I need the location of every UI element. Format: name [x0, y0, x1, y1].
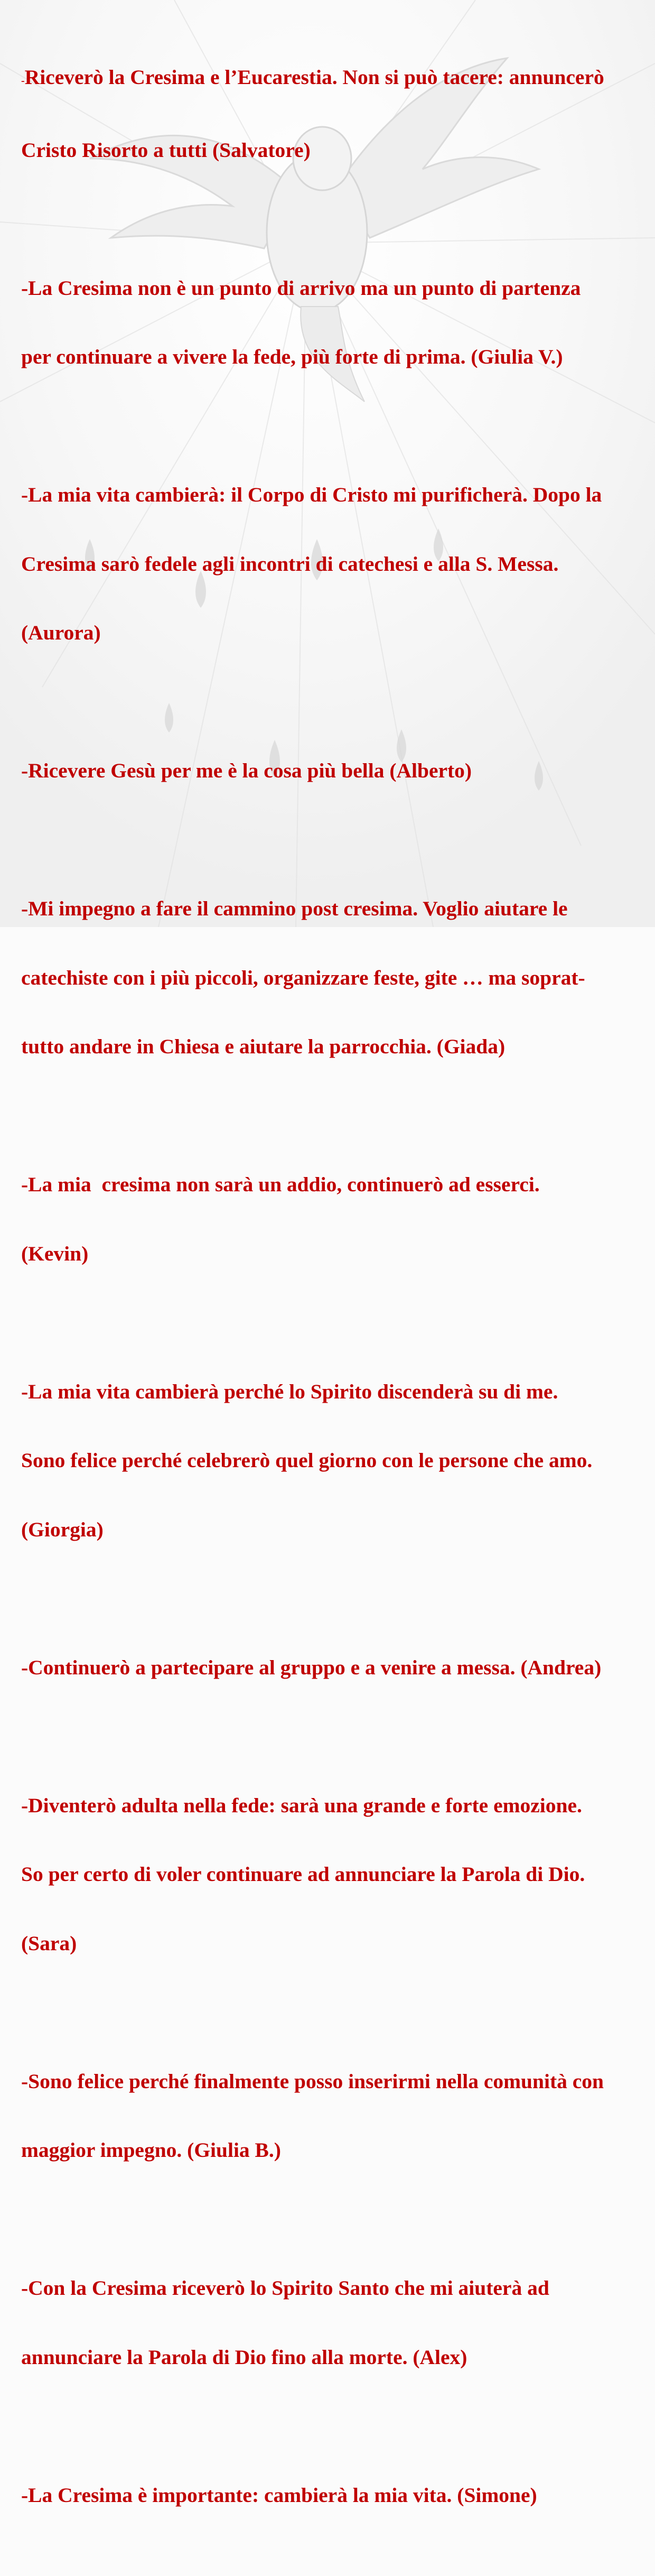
- testimony-line: (Kevin): [21, 1241, 89, 1265]
- testimony-line: tutto andare in Chiesa e aiutare la parrocchia. (Giada): [21, 1035, 506, 1058]
- testimony-line: per continuare a vivere la fede, più forte di prima. (Giulia V.): [21, 345, 563, 368]
- testimony-entry: [21, 1335, 639, 1588]
- testimony-text: Riceverò la Cresima e l’Eucarestia. Non si può tacere: annuncerò: [24, 66, 604, 89]
- testimony-line: Cresima sarò fedele agli incontri di catechesi e alla S. Messa.: [21, 552, 559, 576]
- testimony-line: -Ricevere Gesù per me è la cosa più bella (Alberto): [21, 759, 472, 782]
- testimony-line: (Aurora): [21, 621, 101, 644]
- testimony-line: So per certo di voler continuare ad annunciare la Parola di Dio.: [21, 1862, 585, 1886]
- testimony-line: -La mia vita cambierà: il Corpo di Cristo mi purificherà. Dopo la: [21, 483, 602, 506]
- testimony-line: -La mia cresima non sarà un addio, continuerò ad esserci.: [21, 1173, 540, 1196]
- testimony-entry: [21, 714, 639, 829]
- testimony-line: -La Cresima è importante: cambierà la mia vita. (Simone): [21, 2483, 537, 2507]
- testimony-entry: [21, 1127, 639, 1311]
- testimony-entry: [21, 231, 639, 415]
- testimony-entry: [21, 1748, 639, 2002]
- testimony-entry: [21, 2438, 639, 2553]
- testimony-entry: [21, 2231, 639, 2415]
- testimony-line: Sono felice perché celebrerò quel giorno con le persone che amo.: [21, 1449, 593, 1472]
- testimony-entry: [21, 2024, 639, 2208]
- testimony-line: -Mi impegno a fare il cammino post cresima. Voglio aiutare le: [21, 897, 568, 920]
- entry-dash: -: [21, 75, 25, 87]
- testimony-entry: [21, 20, 639, 208]
- testimony-line: -Continuerò a partecipare al gruppo e a venire a messa. (Andrea): [21, 1655, 602, 1679]
- testimony-entry: [21, 1610, 639, 1726]
- testimony-line: (Sara): [21, 1931, 77, 1955]
- testimony-line: annunciare la Parola di Dio fino alla morte. (Alex): [21, 2345, 467, 2369]
- testimony-line: Cristo Risorto a tutti (Salvatore): [21, 138, 311, 162]
- testimony-line: catechiste con i più piccoli, organizzare feste, gite … ma soprat-: [21, 966, 585, 989]
- testimony-line: [21, 66, 639, 93]
- testimony-line: -La mia vita cambierà perché lo Spirito discenderà su di me.: [21, 1379, 558, 1403]
- testimony-line: -Con la Cresima riceverò lo Spirito Santo che mi aiuterà ad: [21, 2276, 549, 2300]
- testimony-entry: [21, 438, 639, 691]
- testimonies-list: [21, 20, 639, 2576]
- testimony-line: -Sono felice perché finalmente posso inserirmi nella comunità con: [21, 2069, 604, 2093]
- testimony-entry: [21, 851, 639, 1105]
- testimony-line: -La Cresima non è un punto di arrivo ma un punto di partenza: [21, 276, 581, 300]
- testimony-line: (Giorgia): [21, 1517, 104, 1541]
- testimony-line: maggior impegno. (Giulia B.): [21, 2138, 281, 2162]
- testimony-line: -Diventerò adulta nella fede: sarà una grande e forte emozione.: [21, 1793, 582, 1817]
